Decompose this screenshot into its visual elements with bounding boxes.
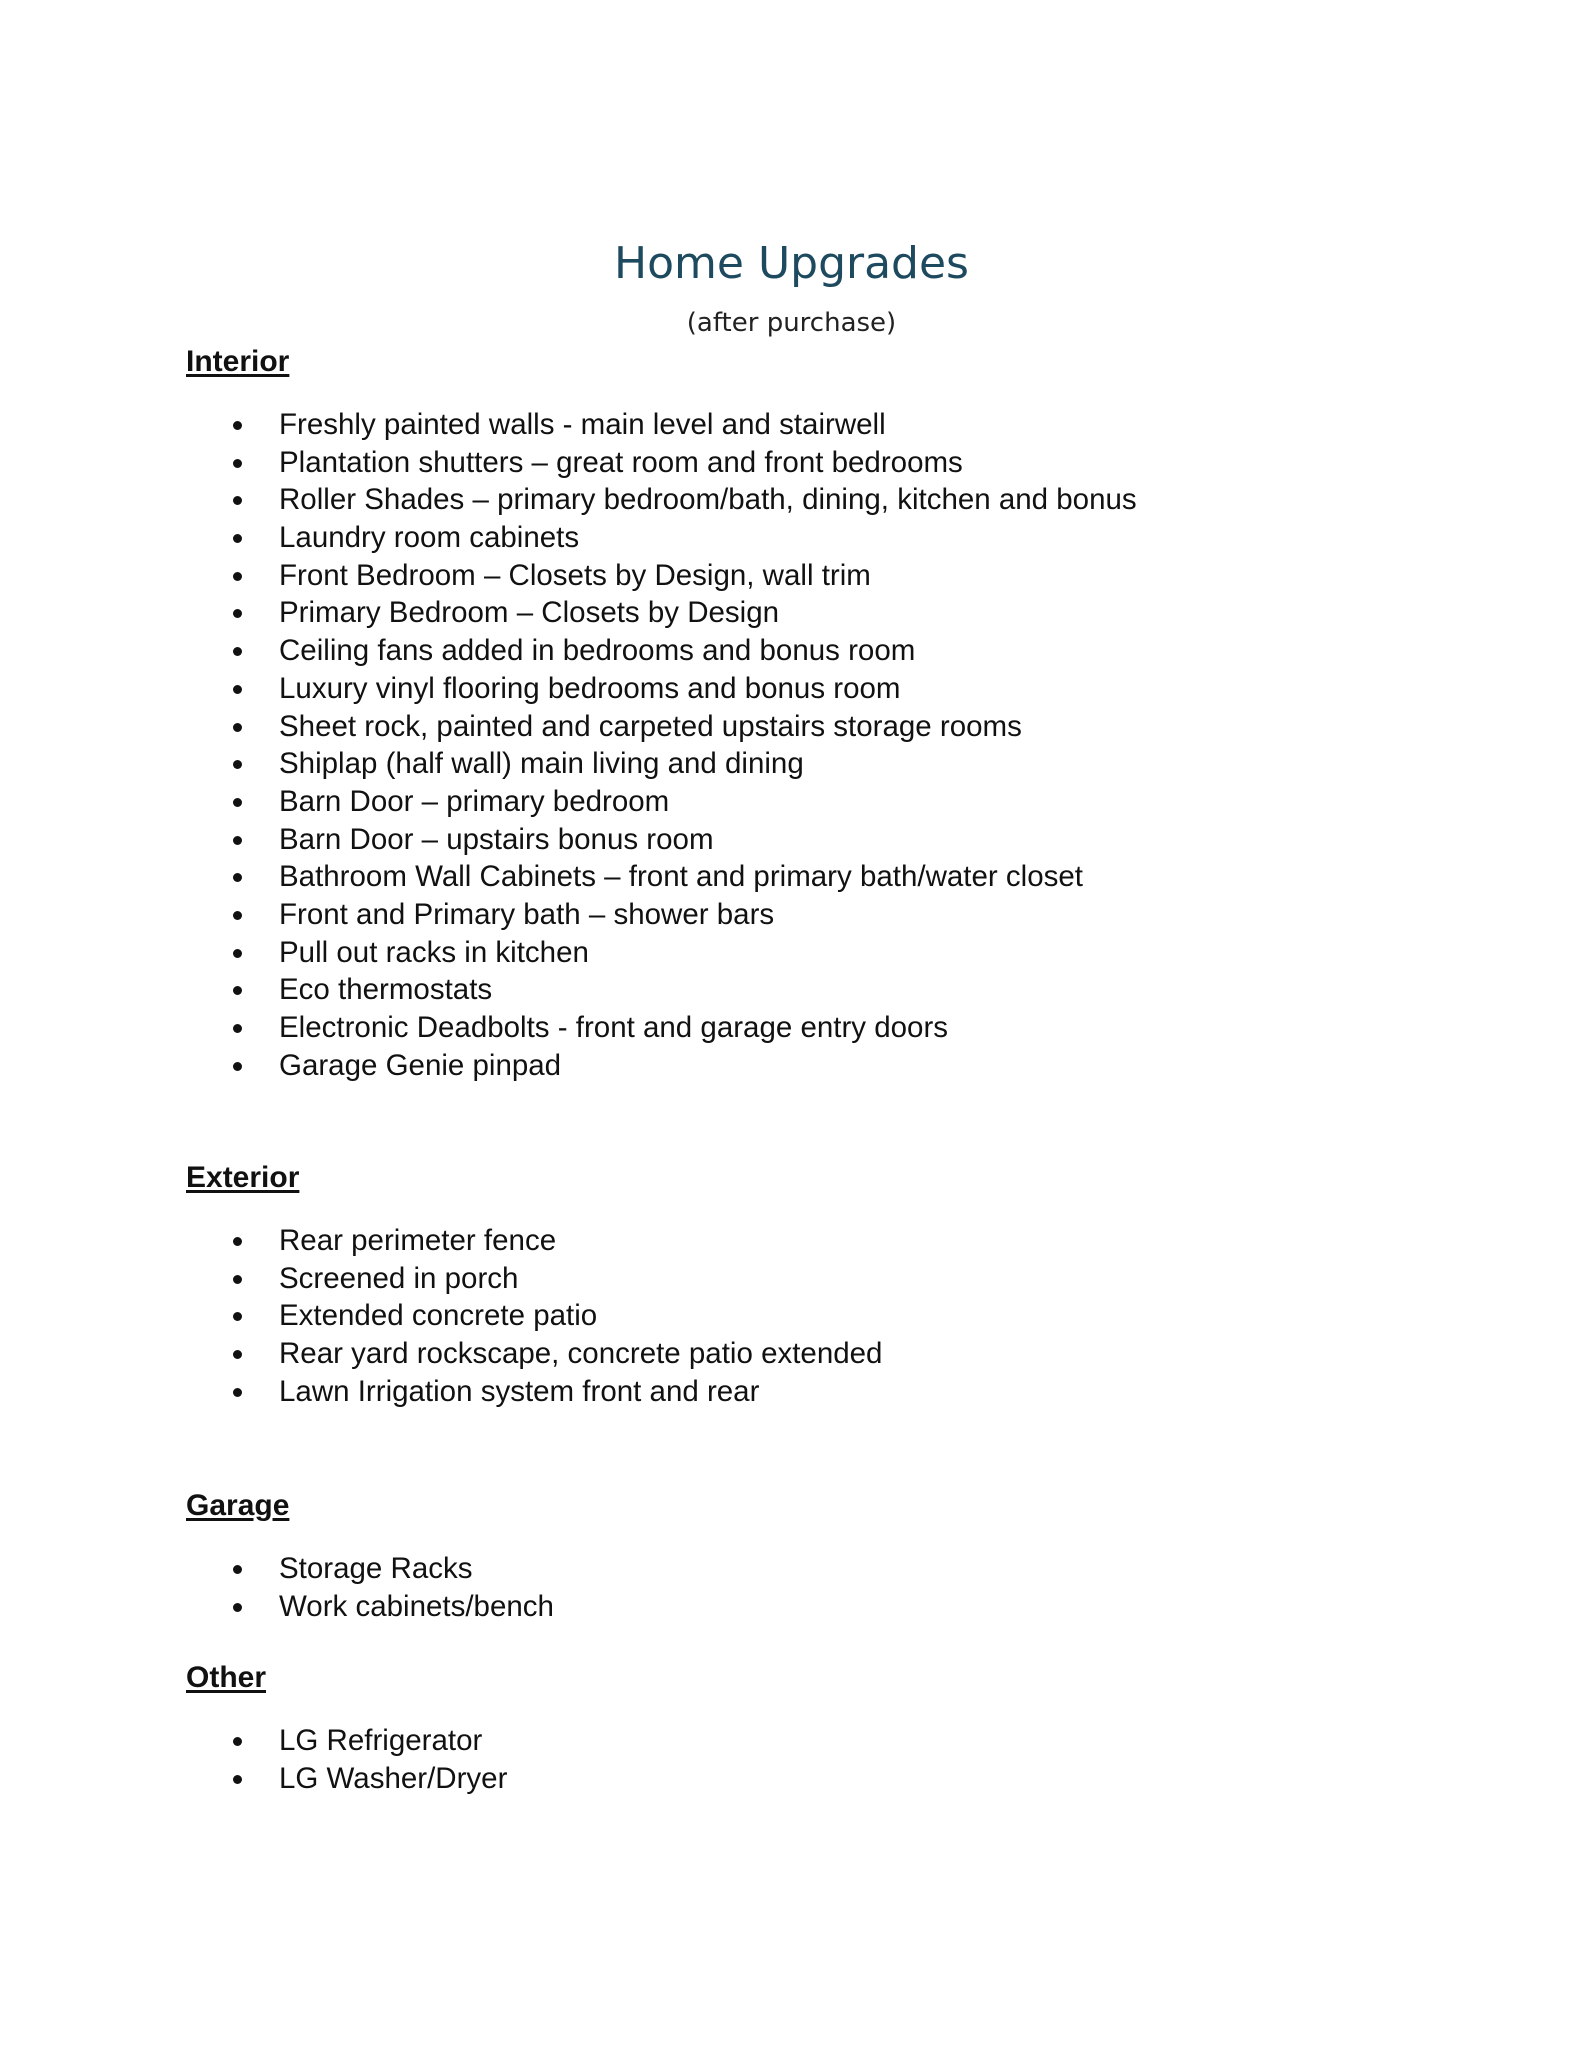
list-item — [186, 444, 1436, 482]
list-item-text: Sheet rock, painted and carpeted upstairs storage rooms — [279, 709, 1022, 743]
list-item-text: LG Washer/Dryer — [279, 1761, 508, 1795]
list-item — [186, 971, 1436, 1009]
bullet-icon — [233, 496, 242, 505]
bullet-icon — [233, 1388, 242, 1397]
list-item-text: Roller Shades – primary bedroom/bath, dining, kitchen and bonus — [279, 483, 1137, 517]
list-item-text: LG Refrigerator — [279, 1724, 483, 1757]
bullet-icon — [233, 685, 242, 694]
bullet-icon — [233, 1062, 242, 1071]
list-item-text: Barn Door – primary bedroom — [279, 784, 670, 818]
list-item-text: Front and Primary bath – shower bars — [279, 897, 775, 931]
other-list — [186, 1722, 1436, 1797]
section-heading-other: Other — [186, 1661, 267, 1694]
bullet-icon — [233, 798, 242, 807]
list-item-text: Storage Racks — [279, 1552, 473, 1585]
list-item-text: Laundry room cabinets — [279, 521, 580, 555]
bullet-icon — [233, 986, 242, 995]
bullet-icon — [233, 1565, 242, 1574]
list-item-text: Eco thermostats — [279, 973, 493, 1007]
exterior-list — [186, 1222, 1436, 1410]
bullet-icon — [233, 1237, 242, 1246]
bullet-icon — [233, 949, 242, 958]
list-item — [186, 745, 1436, 783]
section-garage — [186, 1488, 1436, 1625]
page-subtitle: (after purchase) — [686, 308, 897, 338]
list-item — [186, 1335, 1436, 1373]
list-item-text: Freshly painted walls - main level and stairwell — [279, 408, 886, 441]
list-item-text: Barn Door – upstairs bonus room — [279, 822, 714, 856]
list-item — [186, 1550, 1436, 1588]
bullet-icon — [233, 760, 242, 769]
bullet-icon — [233, 836, 242, 845]
section-interior — [186, 344, 1436, 1084]
list-item — [186, 557, 1436, 595]
list-item-text: Electronic Deadbolts - front and garage entry doors — [279, 1011, 949, 1044]
list-item — [186, 481, 1436, 519]
section-exterior — [186, 1160, 1436, 1410]
list-item — [186, 821, 1436, 859]
list-item-text: Garage Genie pinpad — [279, 1048, 562, 1082]
list-item — [186, 1222, 1436, 1260]
list-item — [186, 708, 1436, 746]
section-heading-garage: Garage — [186, 1489, 290, 1522]
bullet-icon — [233, 1775, 242, 1784]
list-item-text: Extended concrete patio — [279, 1299, 598, 1333]
list-item-text: Plantation shutters – great room and front bedrooms — [279, 445, 963, 479]
list-item — [186, 858, 1436, 896]
list-item — [186, 1260, 1436, 1298]
bullet-icon — [233, 873, 242, 882]
list-item-text: Shiplap (half wall) main living and dining — [279, 747, 804, 781]
list-item — [186, 519, 1436, 557]
bullet-icon — [233, 1275, 242, 1284]
garage-list — [186, 1550, 1436, 1625]
list-item — [186, 632, 1436, 670]
list-item-text: Rear perimeter fence — [279, 1224, 557, 1257]
list-item — [186, 783, 1436, 821]
bullet-icon — [233, 421, 242, 430]
list-item — [186, 896, 1436, 934]
list-item-text: Primary Bedroom – Closets by Design — [279, 596, 780, 630]
list-item — [186, 934, 1436, 972]
list-item — [186, 1373, 1436, 1411]
list-item — [186, 1588, 1436, 1626]
list-item-text: Bathroom Wall Cabinets – front and primary bath/water closet — [279, 860, 1083, 894]
list-item — [186, 594, 1436, 632]
bullet-icon — [233, 1737, 242, 1746]
list-item-text: Work cabinets/bench — [279, 1589, 554, 1623]
bullet-icon — [233, 1312, 242, 1321]
section-heading-interior: Interior — [186, 345, 290, 378]
list-item-text: Front Bedroom – Closets by Design, wall trim — [279, 558, 871, 592]
bullet-icon — [233, 647, 242, 656]
list-item — [186, 406, 1436, 444]
list-item — [186, 1297, 1436, 1335]
list-item-text: Pull out racks in kitchen — [279, 935, 589, 969]
list-item — [186, 1760, 1436, 1798]
section-other — [186, 1660, 1436, 1797]
bullet-icon — [233, 1350, 242, 1359]
list-item — [186, 670, 1436, 708]
bullet-icon — [233, 1024, 242, 1033]
bullet-icon — [233, 911, 242, 920]
bullet-icon — [233, 534, 242, 543]
list-item-text: Ceiling fans added in bedrooms and bonus room — [279, 634, 916, 668]
list-item — [186, 1722, 1436, 1760]
list-item — [186, 1009, 1436, 1047]
bullet-icon — [233, 1603, 242, 1612]
page-title: Home Upgrades — [614, 238, 969, 289]
list-item-text: Luxury vinyl flooring bedrooms and bonus room — [279, 671, 901, 705]
list-item-text: Rear yard rockscape, concrete patio extended — [279, 1337, 883, 1371]
bullet-icon — [233, 723, 242, 732]
section-heading-exterior: Exterior — [186, 1161, 300, 1194]
bullet-icon — [233, 459, 242, 468]
list-item — [186, 1047, 1436, 1085]
list-item-text: Screened in porch — [279, 1261, 519, 1295]
interior-list — [186, 406, 1436, 1084]
list-item-text: Lawn Irrigation system front and rear — [279, 1374, 760, 1408]
bullet-icon — [233, 609, 242, 618]
bullet-icon — [233, 572, 242, 581]
